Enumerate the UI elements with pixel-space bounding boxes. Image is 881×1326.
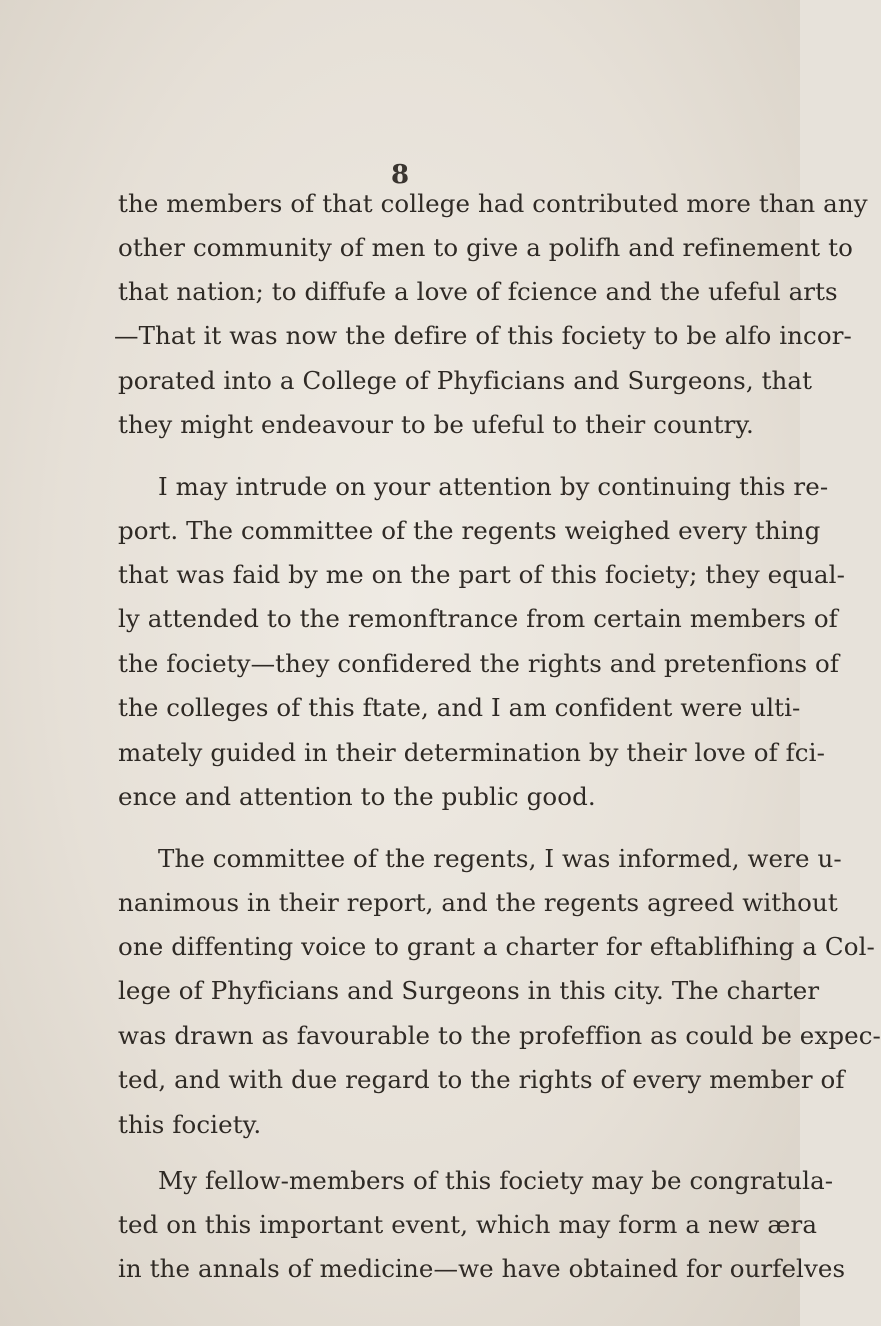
text-line: mately guided in their determination by their love of fci-	[118, 738, 825, 767]
text-line: —That it was now the defire of this fociety to be alfo incor-	[114, 321, 852, 350]
text-line: I may intrude on your attention by continuing this re-	[158, 472, 829, 501]
text-line: porated into a College of Phyficians and Surgeons, that	[118, 366, 813, 395]
text-line: lege of Phyficians and Surgeons in this city. The charter	[118, 976, 820, 1005]
text-line: ly attended to the remonftrance from certain members of	[118, 604, 838, 633]
text-line: the fociety—they confidered the rights and pretenfions of	[118, 649, 840, 678]
text-line: ence and attention to the public good.	[118, 782, 596, 811]
text-line: they might endeavour to be ufeful to their country.	[118, 410, 754, 439]
text-line: My fellow-members of this fociety may be congratula-	[158, 1166, 834, 1195]
text-line: the members of that college had contributed more than any	[118, 189, 868, 218]
page-number: 8	[390, 160, 410, 190]
text-line: ted on this important event, which may form a new æra	[118, 1210, 818, 1239]
text-line: one diffenting voice to grant a charter for eftablifhing a Col-	[118, 932, 875, 961]
text-line: The committee of the regents, I was informed, were u-	[158, 844, 842, 873]
text-line: nanimous in their report, and the regents agreed without	[118, 888, 838, 917]
text-line: ted, and with due regard to the rights of every member of	[118, 1065, 845, 1094]
text-line: port. The committee of the regents weighed every thing	[118, 516, 821, 545]
text-line: this fociety.	[118, 1110, 262, 1139]
text-line: in the annals of medicine—we have obtained for ourfelves	[118, 1254, 846, 1283]
text-line: the colleges of this ftate, and I am confident were ulti-	[118, 693, 801, 722]
text-line: that nation; to diffufe a love of fcience and the ufeful arts	[118, 277, 838, 306]
text-line: that was faid by me on the part of this fociety; they equal-	[118, 560, 845, 589]
text-line: other community of men to give a polifh and refinement to	[118, 233, 853, 262]
text-line: was drawn as favourable to the profeffion as could be expec-	[118, 1021, 881, 1050]
